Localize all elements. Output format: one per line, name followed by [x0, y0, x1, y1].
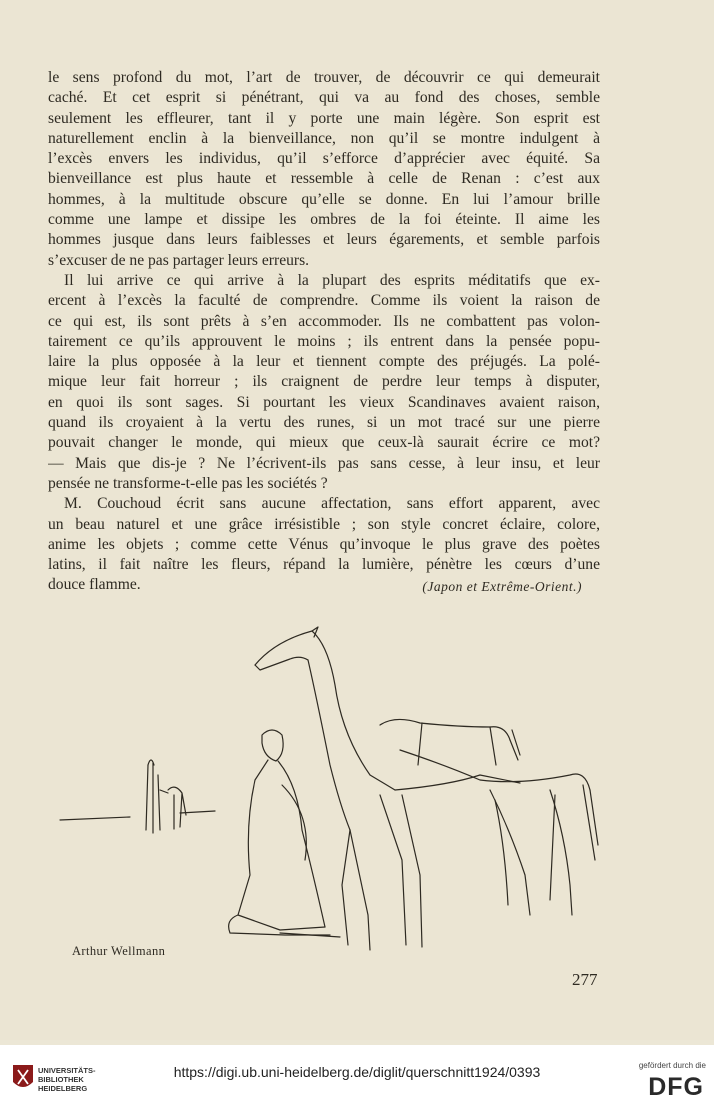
- foal: [400, 750, 598, 915]
- text-line: le sens profond du mot, l’art de trouver, de découvrir ce qui demeurait: [48, 69, 600, 86]
- text-line: s’excuser de ne pas partager leurs erreurs.: [48, 251, 310, 269]
- text-line: un beau naturel et une grâce irrésistible ; son style concret éclaire, colore,: [48, 515, 600, 533]
- permalink-text[interactable]: https://digi.ub.uni-heidelberg.de/diglit/querschnitt1924/0393: [173, 1064, 541, 1080]
- text-line: mique leur fait horreur ; ils craignent de perdre leur temps à disputer,: [48, 373, 600, 391]
- seated-boy: [229, 730, 340, 937]
- source-citation: (Japon et Extrême-Orient.): [422, 579, 582, 595]
- text-line: naturellement enclin à la bienveillance, non qu’il se montre indulgent à: [48, 129, 600, 147]
- text-line: douce flamme.: [48, 576, 141, 594]
- permalink[interactable]: [0, 1064, 714, 1080]
- article-text: [48, 68, 600, 596]
- text-line: Il lui arrive ce qui arrive à la plupart des esprits méditatifs que ex-: [64, 271, 600, 289]
- text-line: tairement ce qu’ils approuvent le moins ; ils entrent dans la pensée popu-: [48, 332, 600, 350]
- back-horse: [380, 719, 520, 765]
- text-line: anime les objets ; comme cette Vénus qu’invoque le plus grave des poètes: [48, 535, 600, 553]
- text-line: l’excès envers les individus, qu’il s’efforce d’apprécier avec équité. Sa: [48, 150, 600, 168]
- text-line: en quoi ils sont sages. Si pourtant les vieux Scandinaves avaient raison,: [48, 393, 600, 411]
- text-line: pensée ne transforme-t-elle pas les sociétés ?: [48, 474, 328, 492]
- distant-figures: [60, 760, 215, 833]
- text-line: ce qui est, ils sont prêts à s’en accommoder. Ils ne combattent pas volon-: [48, 312, 600, 330]
- text-line: quand ils croyaient à la vertu des runes, si un mot tracé sur une pierre: [48, 414, 600, 432]
- dfg-logo: DFG: [648, 1073, 704, 1101]
- text-line: bienveillance est plus haute et ressemble à celle de Renan : c’est aux: [48, 170, 600, 188]
- funding-note: gefördert durch die: [638, 1061, 706, 1070]
- illustration: [50, 615, 610, 955]
- text-line: ercent à l’excès la faculté de comprendre. Comme ils voient la raison de: [48, 292, 600, 310]
- text-line: M. Couchoud écrit sans aucune affectation, sans effort apparent, avec: [64, 495, 600, 513]
- text-line: comme une lampe et dissipe les ombres de la foi éteinte. Il aime les: [48, 211, 600, 229]
- text-line: pouvait changer le monde, qui mieux que ceux-là saurait écrire ce mot?: [48, 434, 600, 452]
- page-number: 277: [572, 970, 598, 989]
- library-line: UNIVERSITÄTS-: [38, 1066, 96, 1075]
- source-line: [48, 575, 600, 595]
- text-line: hommes jusque dans leurs faiblesses et leurs égarements, et semble parfois: [48, 231, 600, 249]
- text-line: seulement les effleurer, tant il y porte une main légère. Son esprit est: [48, 109, 600, 127]
- library-line: BIBLIOTHEK: [38, 1075, 84, 1084]
- text-line: latins, il fait naître les fleurs, répand la lumière, pénètre les cœurs d’une: [48, 556, 600, 574]
- text-line: hommes, à la multitude obscure qu’elle se donne. En lui l’amour brille: [48, 190, 600, 208]
- text-line: caché. Et cet esprit si pénétrant, qui va au fond des choses, semble: [48, 89, 600, 107]
- text-line: — Mais que dis-je ? Ne l’écrivent-ils pas sans cesse, à leur insu, et leur: [48, 454, 600, 472]
- illustration-caption: Arthur Wellmann: [72, 944, 166, 958]
- text-line: laire la plus opposée à la leur et tiennent compte des préjugés. La polé-: [48, 353, 600, 371]
- library-line: HEIDELBERG: [38, 1084, 88, 1093]
- tall-horse: [255, 627, 520, 950]
